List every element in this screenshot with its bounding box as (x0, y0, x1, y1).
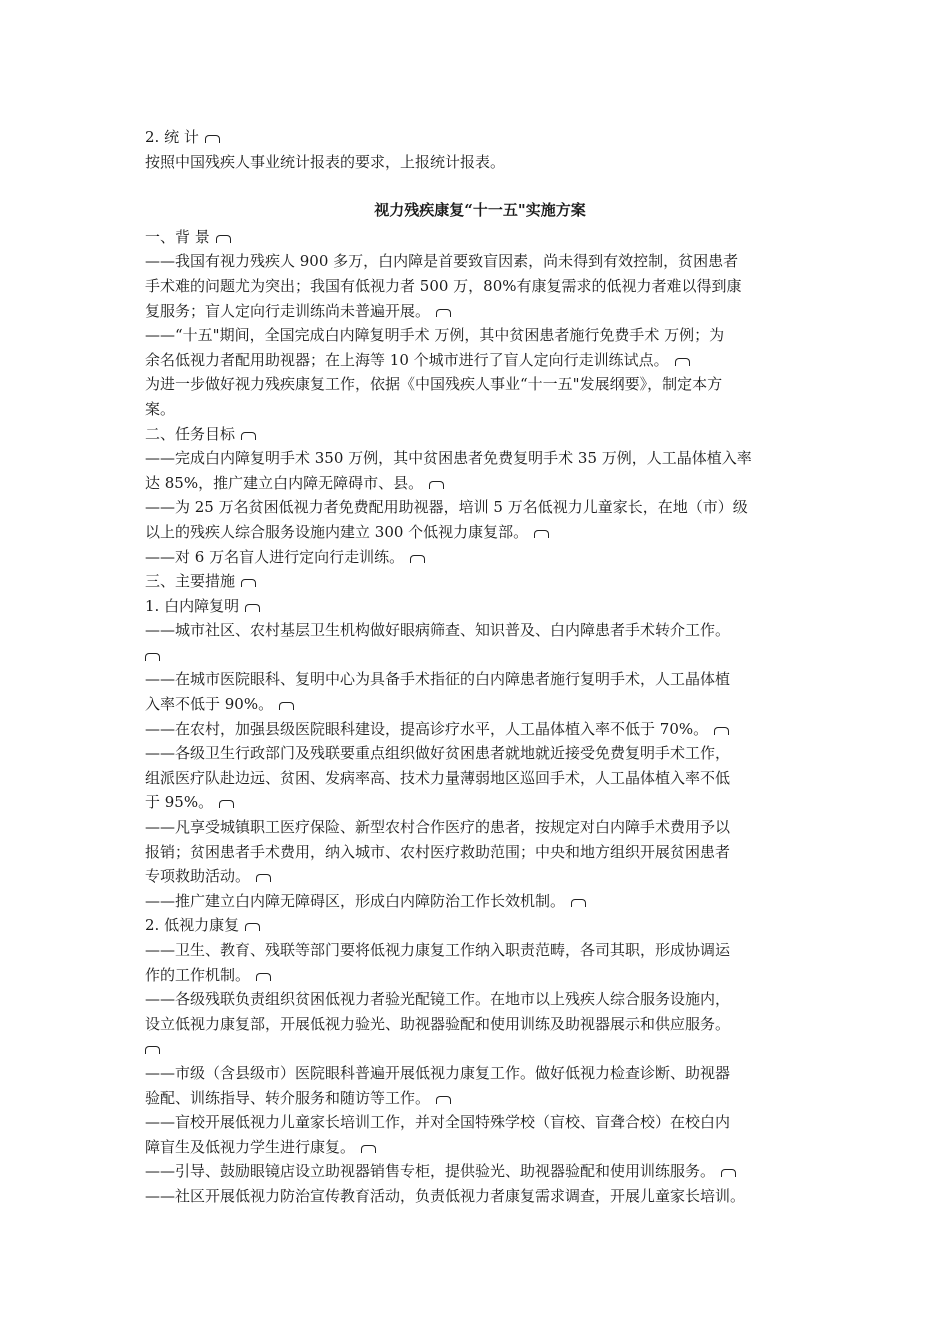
document-title: 视力残疾康复“十一五"实施方案 (374, 201, 586, 220)
paragraph-mark-icon (714, 727, 729, 735)
text-line: ——市级（含县级市）医院眼科普遍开展低视力康复工作。做好低视力检查诊断、助视器 (145, 1063, 731, 1082)
text-line (145, 299, 815, 324)
text-line: ——完成白内障复明手术 350 万例，其中贫困患者免费复明手术 35 万例，人工晶体植入率 (145, 449, 752, 468)
text-segment: 于 95%。 (145, 793, 214, 812)
paragraph (145, 815, 815, 889)
text-segment: ——引导、鼓励眼镜店设立助视器销售专柜，提供验光、助视器验配和使用训练服务。 (145, 1162, 716, 1181)
text-line (145, 717, 815, 742)
paragraph (145, 1184, 815, 1209)
text-segment: 障盲生及低视力学生进行康复。 (145, 1137, 356, 1156)
measures-heading (145, 569, 815, 594)
text-line: ——各级残联负责组织贫困低视力者验光配镜工作。在地市以上残疾人综合服务设施内， (145, 990, 731, 1009)
stats-heading (145, 125, 815, 150)
text-segment: 作的工作机制。 (145, 965, 251, 984)
paragraph-mark-icon (145, 1046, 160, 1054)
paragraph (145, 667, 815, 716)
text-line: ——社区开展低视力防治宣传教育活动，负责低视力者康复需求调查，开展儿童家长培训。 (145, 1186, 746, 1205)
text-line (145, 1036, 815, 1061)
paragraph-mark-icon (436, 309, 451, 317)
paragraph (145, 545, 815, 570)
text-line (145, 1086, 815, 1111)
text-line: ——我国有视力残疾人 900 多万，白内障是首要致盲因素，尚未得到有效控制，贫困患者 (145, 252, 739, 271)
paragraph-mark-icon (429, 481, 444, 489)
text-line (145, 790, 815, 815)
stats-heading-text: 2. 统 计 (145, 128, 199, 146)
stats-body: 按照中国残疾人事业统计报表的要求，上报统计报表。 (145, 152, 506, 171)
paragraph-mark-icon (361, 1145, 376, 1153)
paragraph (145, 1061, 815, 1110)
text-segment: 专项救助活动。 (145, 867, 251, 886)
paragraph-mark-icon (534, 530, 549, 538)
text-line: ——凡享受城镇职工医疗保险、新型农村合作医疗的患者，按规定对白内障手术费用予以 (145, 818, 731, 837)
text-line (145, 545, 815, 570)
text-line (145, 348, 815, 373)
text-line: ——卫生、教育、残联等部门要将低视力康复工作纳入职责范畴，各司其职，形成协调运 (145, 941, 731, 959)
paragraph-mark-icon (145, 653, 160, 661)
text-line (145, 692, 815, 717)
text-segment: 验配、训练指导、转介服务和随访等工作。 (145, 1088, 431, 1107)
text-line: 组派医疗队赴边远、贫困、发病率高、技术力量薄弱地区巡回手术，人工晶体植入率不低 (145, 768, 731, 787)
paragraph (145, 717, 815, 742)
text-line: 设立低视力康复部，开展低视力验光、助视器验配和使用训练及助视器展示和供应服务。 (145, 1014, 731, 1033)
text-line (145, 1159, 815, 1184)
text-line: ——“十五"期间，全国完成白内障复明手术 万例，其中贫困患者施行免费手术 万例；为 (145, 326, 725, 345)
paragraph (145, 495, 815, 544)
text-segment: ——对 6 万名盲人进行定向行走训练。 (145, 547, 405, 566)
text-line (145, 864, 815, 889)
paragraph (145, 741, 815, 815)
paragraph-mark-icon (675, 358, 690, 366)
text-line (145, 889, 815, 914)
paragraph (145, 372, 815, 421)
subheading-low-vision (145, 913, 815, 938)
text-segment: 入率不低于 90%。 (145, 695, 274, 714)
subheading-text: 2. 低视力康复 (145, 916, 240, 935)
text-line: ——为 25 万名贫困低视力者免费配用助视器，培训 5 万名低视力儿童家长，在地（市）级 (145, 498, 748, 517)
text-line (145, 520, 815, 545)
paragraph (145, 889, 815, 914)
paragraph (145, 618, 815, 667)
paragraph-mark-icon (241, 432, 256, 440)
paragraph-mark-icon (279, 702, 294, 710)
paragraph (145, 938, 815, 987)
paragraph-mark-icon (721, 1169, 736, 1177)
paragraph-mark-icon (219, 800, 234, 808)
paragraph (145, 323, 815, 372)
paragraph (145, 1110, 815, 1159)
text-line: 为进一步做好视力残疾康复工作，依据《中国残疾人事业“十一五"发展纲要》，制定本方 (145, 375, 723, 394)
text-line: 案。 (145, 399, 176, 418)
paragraph-mark-icon (205, 135, 220, 143)
background-heading-text: 一、背 景 (145, 227, 210, 246)
text-line: 报销；贫困患者手术费用，纳入城市、农村医疗救助范围；中央和地方组织开展贫困患者 (145, 842, 731, 861)
text-line (145, 963, 815, 988)
paragraph (145, 446, 815, 495)
text-segment: 以上的残疾人综合服务设施内建立 300 个低视力康复部。 (145, 522, 529, 541)
text-line: ——各级卫生行政部门及残联要重点组织做好贫困患者就地就近接受免费复明手术工作， (145, 744, 731, 763)
paragraph-mark-icon (256, 874, 271, 882)
text-line (145, 1135, 815, 1160)
text-line: ——在城市医院眼科、复明中心为具备手术指征的白内障患者施行复明手术，人工晶体植 (145, 670, 731, 689)
text-line (145, 643, 815, 668)
text-segment: 余名低视力者配用助视器；在上海等 10 个城市进行了盲人定向行走训练试点。 (145, 350, 669, 369)
text-segment: 达 85%，推广建立白内障无障碍市、县。 (145, 473, 424, 492)
text-line: ——城市社区、农村基层卫生机构做好眼病筛查、知识普及、白内障患者手术转介工作。 (145, 621, 731, 640)
paragraph-mark-icon (436, 1096, 451, 1104)
background-heading (145, 225, 815, 250)
text-segment: ——在农村，加强县级医院眼科建设，提高诊疗水平，人工晶体植入率不低于 70%。 (145, 719, 709, 738)
paragraph (145, 1159, 815, 1184)
text-line (145, 471, 815, 496)
paragraph (145, 249, 815, 323)
paragraph-mark-icon (571, 899, 586, 907)
subheading-text: 1. 白内障复明 (145, 596, 240, 615)
text-line: 手术难的问题尤为突出；我国有低视力者 500 万，80%有康复需求的低视力者难以得到康 (145, 276, 742, 295)
text-segment: 复服务；盲人定向行走训练尚未普遍开展。 (145, 301, 431, 320)
paragraph-mark-icon (241, 579, 256, 587)
paragraph-mark-icon (256, 973, 271, 981)
paragraph-mark-icon (410, 555, 425, 563)
paragraph-mark-icon (216, 235, 231, 243)
paragraph-mark-icon (245, 923, 260, 931)
text-line: ——盲校开展低视力儿童家长培训工作，并对全国特殊学校（盲校、盲聋合校）在校白内 (145, 1113, 731, 1132)
document-page (145, 125, 815, 1209)
text-segment: ——推广建立白内障无障碍区，形成白内障防治工作长效机制。 (145, 891, 566, 910)
paragraph-mark-icon (245, 604, 260, 612)
goals-heading (145, 422, 815, 447)
measures-heading-text: 三、主要措施 (145, 572, 236, 591)
subheading-cataract (145, 594, 815, 619)
goals-heading-text: 二、任务目标 (145, 424, 236, 443)
paragraph (145, 987, 815, 1061)
